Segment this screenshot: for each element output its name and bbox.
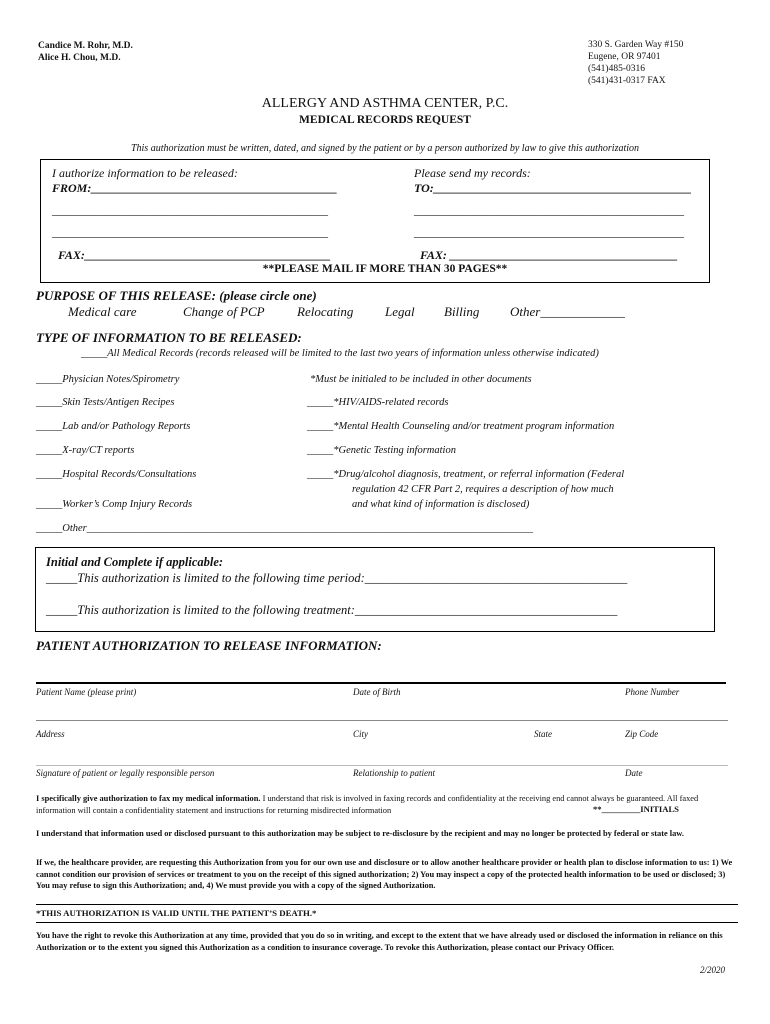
send-records-label: Please send my records:	[414, 166, 531, 180]
address-line-2: Eugene, OR 97401	[588, 52, 661, 62]
state-label: State	[534, 729, 552, 739]
option-hospital-records[interactable]: _____Hospital Records/Consultations	[36, 469, 197, 480]
authorization-notice: This authorization must be written, dated, and signed by the patient or by a person authorized by law to give this authorization	[130, 143, 640, 154]
patient-auth-heading: PATIENT AUTHORIZATION TO RELEASE INFORMATION:	[36, 638, 382, 653]
option-xray-ct[interactable]: _____X-ray/CT reports	[36, 445, 135, 456]
purpose-option-relocating[interactable]: Relocating	[297, 304, 354, 319]
purpose-heading: PURPOSE OF THIS RELEASE: (please circle one)	[36, 288, 317, 303]
city-label: City	[353, 729, 368, 739]
provider-request-paragraph: If we, the healthcare provider, are requesting this Authorization from you for our own use and disclosure or to allow another healthcare provider or health plan to disclose information to us: 1) We cannot condition our provision of services or treatment to you on the receipt of this signed authorization; 2) You may inspect a copy of the protected health information to be used or disclosed; 3) You may refuse to sign this Authorization; and, 4) We must provide you with a copy of the signed Authorization.	[36, 858, 733, 890]
to-field[interactable]: TO:___________________________________________	[414, 181, 692, 195]
purpose-option-medical-care[interactable]: Medical care	[68, 304, 137, 319]
time-period-field[interactable]: _____This authorization is limited to the following time period:__________________________________________	[46, 571, 628, 585]
fax-authorization-bold: I specifically give authorization to fax my medical information.	[36, 794, 261, 803]
purpose-option-change-pcp[interactable]: Change of PCP	[183, 304, 265, 319]
revoke-paragraph: You have the right to revoke this Authorization at any time, provided that you do so in writing, and except to the extent that we have already used or disclosed the information in reliance on this Authorization or to the extent you signed this Authorization as a condition to insurance coverage. To revoke this Authorization, please contact our Privacy Officer.	[36, 931, 723, 952]
page-title: ALLERGY AND ASTHMA CENTER, P.C.	[261, 96, 509, 111]
type-info-heading: TYPE OF INFORMATION TO BE RELEASED:	[36, 330, 302, 345]
doctor-name-1: Candice M. Rohr, M.D.	[38, 41, 133, 51]
option-drug-alcohol[interactable]: _____*Drug/alcohol diagnosis, treatment, or referral information (Federal	[307, 469, 625, 480]
signature-line[interactable]	[36, 765, 728, 766]
initial-complete-heading: Initial and Complete if applicable:	[46, 555, 224, 569]
to-fax-field[interactable]: FAX: ______________________________________	[420, 248, 678, 262]
valid-until-notice: *THIS AUTHORIZATION IS VALID UNTIL THE PATIENT’S DEATH.*	[36, 908, 317, 918]
dob-label: Date of Birth	[353, 687, 401, 697]
date-label: Date	[625, 768, 643, 778]
to-line-2[interactable]: _____________________________________________	[414, 203, 684, 217]
drug-alcohol-line-2: regulation 42 CFR Part 2, requires a description of how much	[352, 484, 614, 495]
drug-alcohol-line-3: and what kind of information is disclosed)	[352, 499, 530, 510]
from-line-2[interactable]: ______________________________________________	[52, 203, 328, 217]
fax-number: (541)431-0317 FAX	[588, 76, 666, 86]
address-label: Address	[36, 729, 65, 739]
patient-name-line[interactable]	[36, 682, 726, 684]
from-line-3[interactable]: ______________________________________________	[52, 225, 328, 239]
page-subtitle: MEDICAL RECORDS REQUEST	[299, 114, 471, 126]
phone-label: Phone Number	[625, 687, 680, 697]
purpose-option-billing[interactable]: Billing	[444, 304, 480, 319]
option-workers-comp[interactable]: _____Worker’s Comp Injury Records	[36, 499, 193, 510]
from-field[interactable]: FROM:_________________________________________	[52, 181, 338, 195]
authorize-label: I authorize information to be released:	[52, 166, 238, 180]
option-skin-tests[interactable]: _____Skin Tests/Antigen Recipes	[36, 397, 175, 408]
address-line-1: 330 S. Garden Way #150	[588, 40, 684, 50]
revision-date: 2/2020	[700, 965, 726, 975]
to-line-3[interactable]: _____________________________________________	[414, 225, 684, 239]
patient-name-label: Patient Name (please print)	[36, 687, 137, 697]
option-genetic-testing[interactable]: _____*Genetic Testing information	[307, 445, 456, 456]
initial-requirement-note: *Must be initialed to be included in other documents	[310, 374, 532, 385]
option-lab-reports[interactable]: _____Lab and/or Pathology Reports	[36, 421, 191, 432]
valid-bottom-rule	[36, 922, 738, 923]
option-hiv-aids[interactable]: _____*HIV/AIDS-related records	[307, 397, 449, 408]
option-other[interactable]: _____Other_____________________________________________________________________________________	[36, 523, 533, 534]
valid-top-rule	[36, 904, 738, 905]
fax-initials-field[interactable]: **_________INITIALS	[593, 804, 679, 814]
doctor-name-2: Alice H. Chou, M.D.	[38, 53, 121, 63]
purpose-option-other[interactable]: Other_____________	[510, 304, 625, 319]
from-fax-field[interactable]: FAX:_________________________________________	[58, 248, 331, 262]
mail-note: **PLEASE MAIL IF MORE THAN 30 PAGES**	[262, 263, 508, 275]
signature-label: Signature of patient or legally responsible person	[36, 768, 215, 778]
fax-authorization-text: I understand that risk is involved in faxing records and confidentiality at the receiving end cannot always be guaranteed. All faxed information will contain a confidentiality statement and instructions for returning misdirected information	[36, 794, 699, 815]
address-line[interactable]	[36, 720, 728, 721]
option-physician-notes[interactable]: _____Physician Notes/Spirometry	[36, 374, 180, 385]
phone-number: (541)485-0316	[588, 64, 645, 74]
option-mental-health[interactable]: _____*Mental Health Counseling and/or treatment program information	[307, 421, 615, 432]
purpose-option-legal[interactable]: Legal	[385, 304, 415, 319]
redisclosure-paragraph: I understand that information used or disclosed pursuant to this authorization may be subject to re-disclosure by the recipient and may no longer be protected by federal or state law.	[36, 829, 684, 838]
relationship-label: Relationship to patient	[353, 768, 435, 778]
treatment-field[interactable]: _____This authorization is limited to the following treatment:__________________________________________	[46, 603, 618, 617]
zip-label: Zip Code	[625, 729, 659, 739]
all-records-option[interactable]: _____All Medical Records (records released will be limited to the last two years of information unless otherwise indicated)	[81, 348, 599, 359]
